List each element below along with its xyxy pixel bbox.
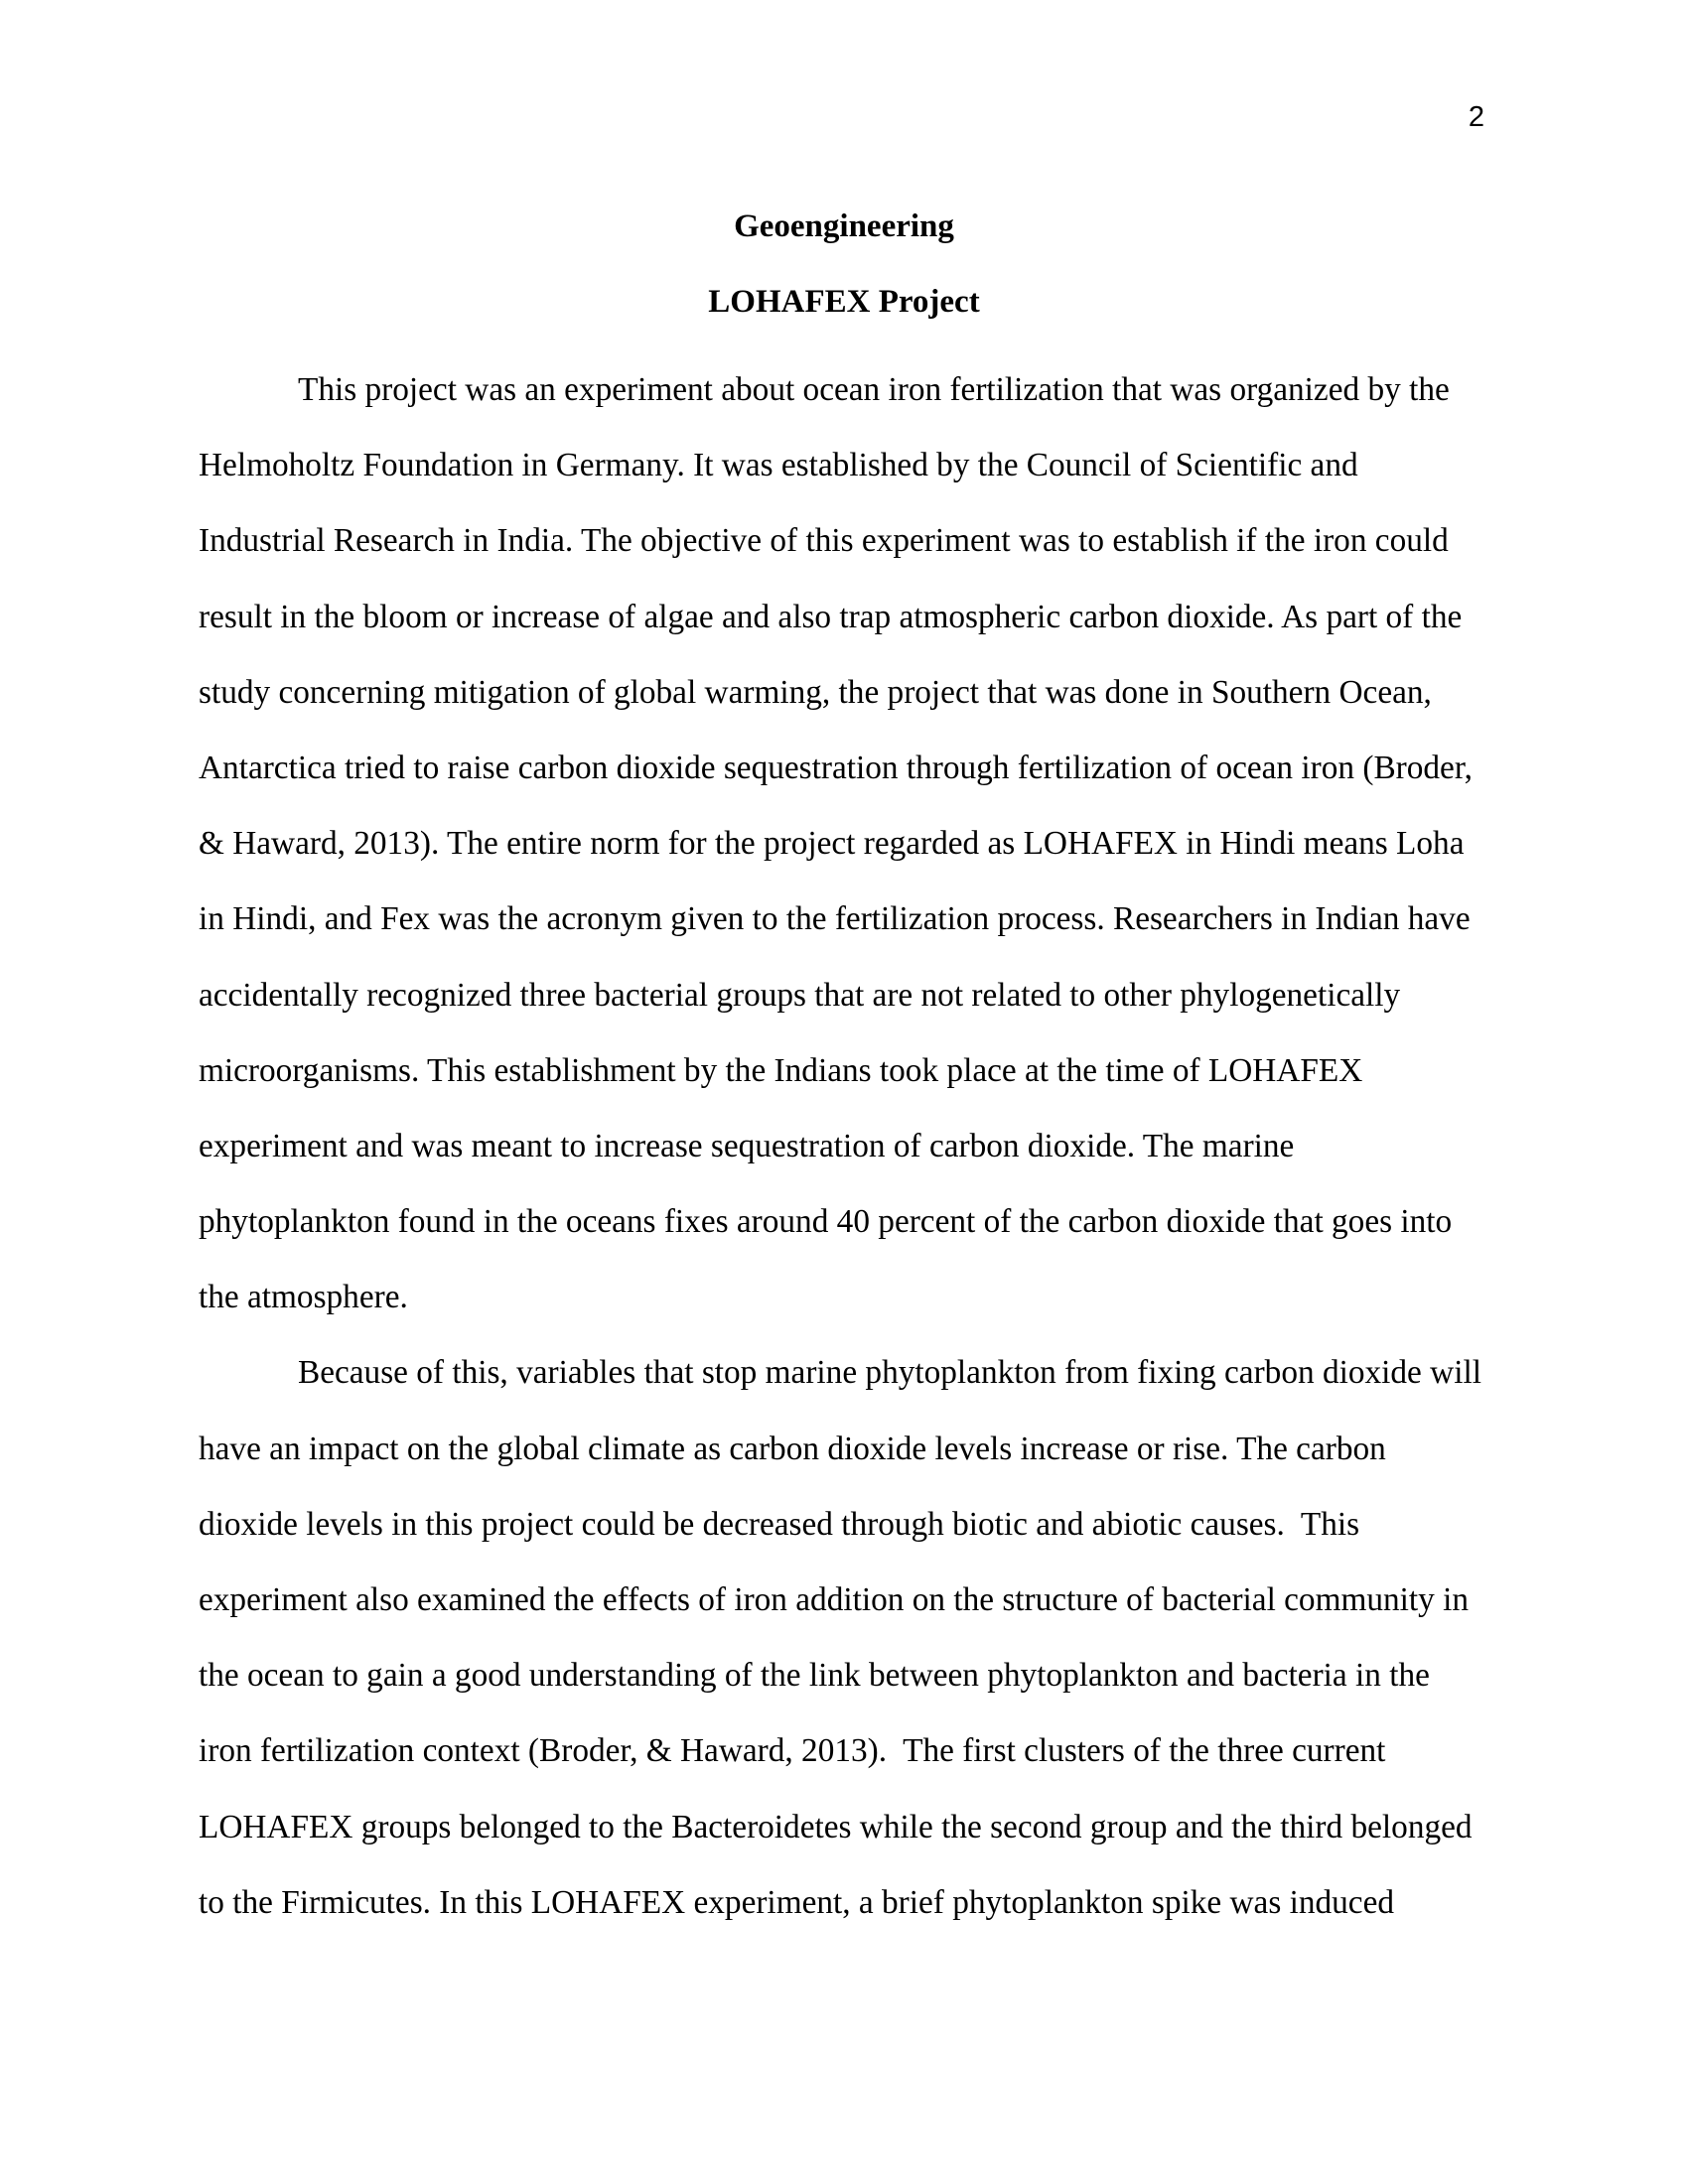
section-heading: LOHAFEX Project: [708, 284, 980, 320]
page-number: 2: [1468, 101, 1484, 133]
text-line: Industrial Research in India. The objective of this experiment was to establish if the iron could: [199, 522, 1449, 560]
text-line: Antarctica tried to raise carbon dioxide sequestration through fertilization of ocean iron (Broder,: [199, 749, 1473, 786]
text-line: dioxide levels in this project could be decreased through biotic and abiotic causes. This: [199, 1505, 1360, 1543]
text-line: result in the bloom or increase of algae and also trap atmospheric carbon dioxide. As part of the: [199, 598, 1463, 635]
text-line: experiment also examined the effects of iron addition on the structure of bacterial community in: [199, 1581, 1470, 1618]
text-line: microorganisms. This establishment by the Indians took place at the time of LOHAFEX: [199, 1051, 1363, 1089]
document-title: Geoengineering: [734, 208, 954, 244]
paragraph-1: [199, 352, 1509, 1335]
text-line: the ocean to gain a good understanding of the link between phytoplankton and bacteria in the: [199, 1657, 1430, 1695]
text-line: This project was an experiment about ocean iron fertilization that was organized by the: [298, 371, 1450, 408]
text-line: to the Firmicutes. In this LOHAFEX experiment, a brief phytoplankton spike was induced: [199, 1883, 1395, 1921]
text-line: the atmosphere.: [199, 1279, 408, 1316]
text-line: accidentally recognized three bacterial groups that are not related to other phylogenetically: [199, 976, 1401, 1014]
text-line: experiment and was meant to increase sequestration of carbon dioxide. The marine: [199, 1127, 1295, 1164]
text-line: in Hindi, and Fex was the acronym given to the fertilization process. Researchers in Indian have: [199, 900, 1471, 938]
text-line: Because of this, variables that stop marine phytoplankton from fixing carbon dioxide will: [298, 1354, 1481, 1392]
text-line: phytoplankton found in the oceans fixes around 40 percent of the carbon dioxide that goes into: [199, 1203, 1453, 1241]
text-line: & Haward, 2013). The entire norm for the project regarded as LOHAFEX in Hindi means Loha: [199, 825, 1465, 863]
paragraph-2: [199, 1335, 1509, 1941]
body-text: [199, 352, 1509, 1941]
text-line: LOHAFEX groups belonged to the Bacteroidetes while the second group and the third belonged: [199, 1808, 1473, 1845]
text-line: iron fertilization context (Broder, & Haward, 2013). The first clusters of the three current: [199, 1732, 1386, 1770]
text-line: Helmoholtz Foundation in Germany. It was established by the Council of Scientific and: [199, 447, 1358, 484]
text-line: have an impact on the global climate as carbon dioxide levels increase or rise. The carbon: [199, 1430, 1386, 1467]
text-line: study concerning mitigation of global warming, the project that was done in Southern Ocean,: [199, 673, 1432, 711]
